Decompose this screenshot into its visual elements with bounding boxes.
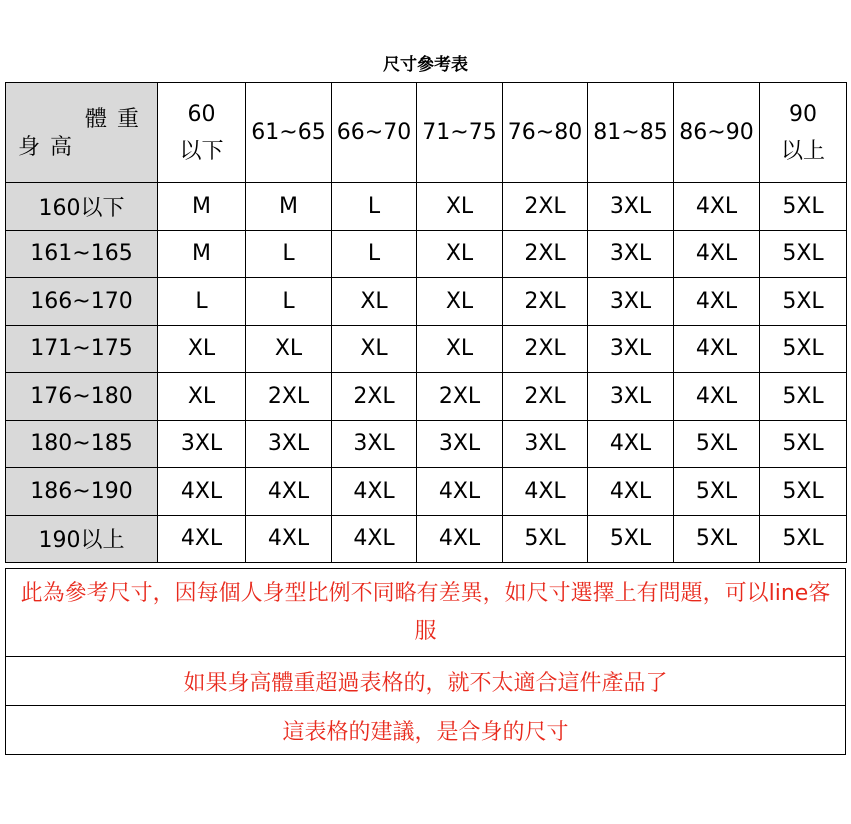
table-row — [6, 468, 847, 516]
height-header-cell: 176~180 — [6, 373, 158, 421]
weight-header-cell — [588, 83, 674, 183]
note-out-of-range: 如果身高體重超過表格的，就不太適合這件產品了 — [6, 657, 846, 706]
size-cell: XL — [158, 373, 246, 421]
size-cell: 4XL — [674, 183, 760, 231]
size-cell: L — [332, 183, 417, 231]
weight-header-line1: 81~85 — [593, 120, 668, 145]
height-header-cell: 180~185 — [6, 420, 158, 468]
weight-header-line1: 61~65 — [251, 120, 326, 145]
size-cell: 2XL — [503, 278, 588, 326]
size-cell: L — [332, 230, 417, 278]
size-chart-table — [5, 82, 847, 563]
weight-axis-label: 體重 — [84, 107, 149, 132]
size-cell: 4XL — [674, 373, 760, 421]
weight-header-cell — [674, 83, 760, 183]
height-header-cell: 186~190 — [6, 468, 158, 516]
size-cell: 5XL — [674, 515, 760, 563]
size-cell: 4XL — [246, 515, 332, 563]
size-cell: 3XL — [158, 420, 246, 468]
size-cell: 3XL — [417, 420, 503, 468]
size-cell: 4XL — [158, 468, 246, 516]
weight-header-line1: 66~70 — [336, 120, 412, 145]
weight-header-line1: 71~75 — [422, 120, 497, 145]
size-cell: 4XL — [674, 230, 760, 278]
weight-header-cell — [246, 83, 332, 183]
size-cell: XL — [332, 325, 417, 373]
size-cell: L — [246, 230, 332, 278]
size-cell: M — [246, 183, 332, 231]
size-cell: 4XL — [588, 468, 674, 516]
size-cell: L — [158, 278, 246, 326]
size-cell: 4XL — [417, 515, 503, 563]
size-cell: XL — [417, 325, 503, 373]
table-row — [6, 420, 847, 468]
size-cell: 5XL — [760, 468, 847, 516]
size-cell: 2XL — [503, 373, 588, 421]
size-cell: 5XL — [760, 325, 847, 373]
size-cell: 5XL — [760, 373, 847, 421]
size-cell: 3XL — [503, 420, 588, 468]
table-row — [6, 373, 847, 421]
size-cell: XL — [246, 325, 332, 373]
height-header-cell: 190以上 — [6, 515, 158, 563]
size-cell: M — [158, 230, 246, 278]
size-cell: 4XL — [246, 468, 332, 516]
weight-header-line2: 以上 — [780, 138, 825, 164]
size-cell: 5XL — [760, 515, 847, 563]
table-row — [6, 183, 847, 231]
size-cell: 5XL — [760, 183, 847, 231]
size-cell: 3XL — [332, 420, 417, 468]
size-cell: 2XL — [503, 230, 588, 278]
weight-header-line1: 76~80 — [507, 120, 583, 145]
note-fit: 這表格的建議，是合身的尺寸 — [6, 706, 846, 755]
size-cell: 3XL — [246, 420, 332, 468]
size-cell: 2XL — [503, 183, 588, 231]
size-cell: 4XL — [158, 515, 246, 563]
size-cell: 5XL — [588, 515, 674, 563]
weight-header-line1: 90 — [789, 101, 817, 127]
size-cell: 4XL — [332, 515, 417, 563]
weight-header-line2: 以下 — [179, 138, 224, 164]
size-cell: XL — [332, 278, 417, 326]
size-cell: 3XL — [588, 183, 674, 231]
size-cell: 4XL — [417, 468, 503, 516]
table-row — [6, 325, 847, 373]
size-cell: 3XL — [588, 230, 674, 278]
corner-header-cell — [6, 83, 158, 183]
size-cell: 3XL — [588, 325, 674, 373]
size-cell: M — [158, 183, 246, 231]
size-cell: 4XL — [332, 468, 417, 516]
header-row — [6, 83, 847, 183]
size-cell: XL — [417, 278, 503, 326]
notes-table — [5, 568, 846, 755]
size-cell: 5XL — [760, 230, 847, 278]
size-cell: 4XL — [674, 325, 760, 373]
height-axis-label: 身高 — [18, 135, 83, 160]
size-cell: 4XL — [503, 468, 588, 516]
size-cell: 4XL — [588, 420, 674, 468]
weight-header-cell — [332, 83, 417, 183]
size-cell: 5XL — [760, 278, 847, 326]
height-header-cell: 166~170 — [6, 278, 158, 326]
size-cell: 2XL — [503, 325, 588, 373]
weight-header-cell — [158, 83, 246, 183]
weight-header-cell — [760, 83, 847, 183]
size-cell: XL — [158, 325, 246, 373]
page-title: 尺寸參考表 — [383, 55, 468, 75]
size-cell: 5XL — [503, 515, 588, 563]
weight-header-line1: 86~90 — [679, 120, 754, 145]
size-cell: 2XL — [246, 373, 332, 421]
table-row — [6, 515, 847, 563]
note-reference: 此為參考尺寸，因每個人身型比例不同略有差異，如尺寸選擇上有問題，可以line客服 — [6, 569, 846, 657]
height-header-cell: 171~175 — [6, 325, 158, 373]
size-cell: 2XL — [417, 373, 503, 421]
height-header-cell: 161~165 — [6, 230, 158, 278]
size-cell: 5XL — [674, 468, 760, 516]
size-cell: XL — [417, 183, 503, 231]
size-cell: L — [246, 278, 332, 326]
table-row — [6, 230, 847, 278]
table-row — [6, 278, 847, 326]
size-cell: XL — [417, 230, 503, 278]
size-cell: 3XL — [588, 373, 674, 421]
height-header-cell: 160以下 — [6, 183, 158, 231]
size-cell: 2XL — [332, 373, 417, 421]
size-cell: 3XL — [588, 278, 674, 326]
size-cell: 5XL — [760, 420, 847, 468]
weight-header-cell — [503, 83, 588, 183]
weight-header-line1: 60 — [187, 101, 216, 127]
weight-header-cell — [417, 83, 503, 183]
size-cell: 4XL — [674, 278, 760, 326]
size-cell: 5XL — [674, 420, 760, 468]
